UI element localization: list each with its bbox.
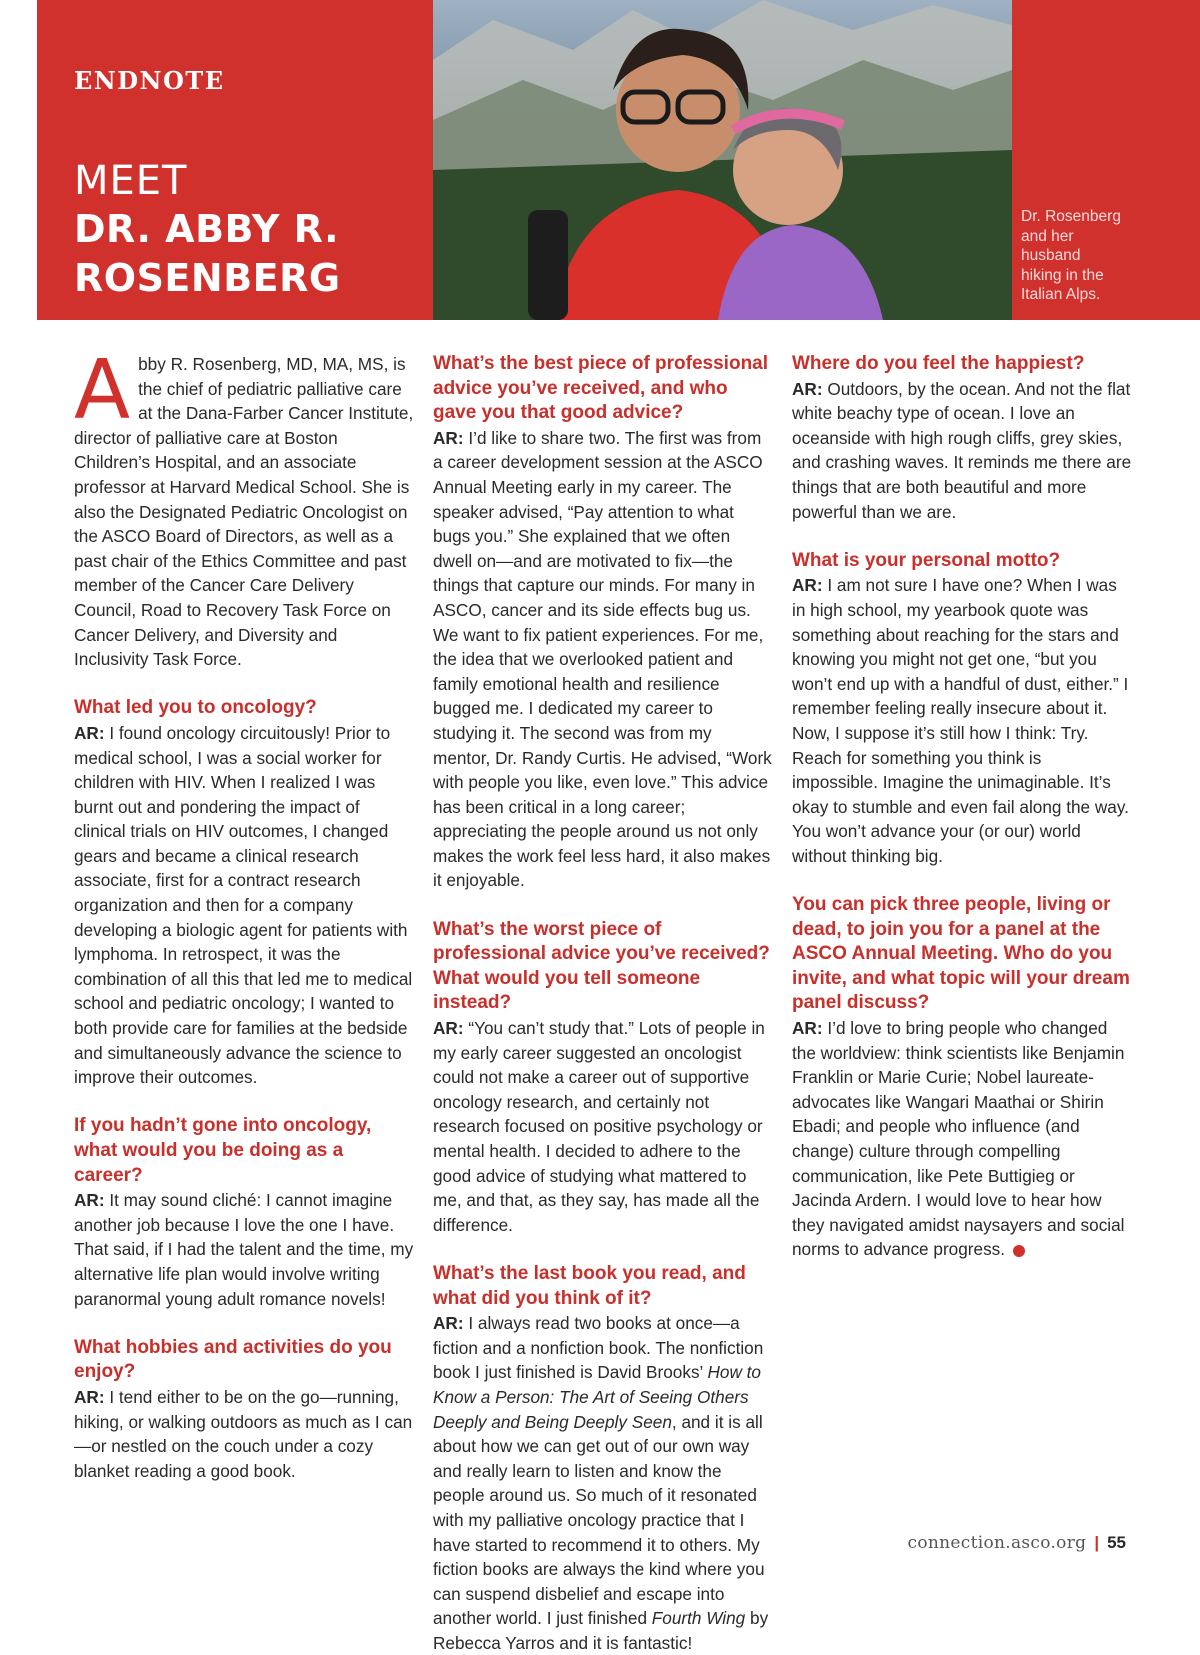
answer-text: “You can’t study that.” Lots of people in my early career suggested an oncologist could not make a career out of supportive oncology research, and certainly not research focused on positive psychology or mental health. I decided to adhere to the good advice of studying what mattered to me, and that, as they say, has made all the difference. (433, 1018, 765, 1235)
answer-paragraph (792, 1016, 1132, 1262)
answer-text: by Rebecca Yarros and it is fantastic! (433, 1608, 769, 1653)
column-1 (74, 343, 414, 1483)
book-title-fiction: Fourth Wing (651, 1608, 746, 1629)
section-label: ENDNOTE (74, 66, 225, 95)
answer-text: Outdoors, by the ocean. And not the flat white beachy type of ocean. I love an oceanside with high rough cliffs, grey skies, and crashing waves. It reminds me there are things that are both beautiful and more powerful than we are. (792, 378, 1132, 522)
answer-label: AR: (792, 378, 823, 399)
answer-text: It may sound cliché: I cannot imagine another job because I love the one I have. That said, if I had the talent and the time, my alternative life plan would involve writing paranormal young adult romance novels! (74, 1190, 414, 1309)
footer-site-link[interactable]: connection.asco.org (907, 1533, 1087, 1553)
answer-text: I always read two books at once—a fiction and a nonfiction book. The nonfiction book I just finished is David Brooks’ (433, 1313, 764, 1383)
answer-paragraph (433, 426, 773, 893)
answer-paragraph (792, 573, 1132, 868)
title-meet: MEET (74, 158, 188, 204)
page-title: DR. ABBY R. ROSENBERG (74, 207, 341, 300)
question-heading: What’s the worst piece of professional advice you’ve received? What would you tell someone instead? (433, 918, 770, 1014)
column-2 (433, 352, 773, 1655)
answer-label: AR: (792, 1018, 823, 1039)
answer-label: AR: (74, 722, 105, 743)
answer-text: I am not sure I have one? When I was in high school, my yearbook quote was something about reaching for the stars and knowing you might not get one, “but you won’t end up with a handful of dust, either.” I remember feeling really insecure about it. Now, I suppose it’s still how I think: Try. Reach for something you think is impossible. Imagine the unimaginable. It’s okay to stumble and even fail along the way. You won’t advance your (or our) world without thinking big. (792, 575, 1129, 866)
intro-paragraph (74, 343, 414, 672)
answer-label: AR: (74, 1386, 105, 1407)
answer-label: AR: (792, 575, 823, 596)
question-heading: What is your personal motto? (792, 549, 1061, 571)
answer-paragraph (433, 1311, 773, 1655)
page-number: 55 (1107, 1533, 1126, 1552)
footer-separator: | (1094, 1533, 1100, 1552)
answer-text: I’d love to bring people who changed the worldview: think scientists like Benjamin Franklin or Marie Curie; Nobel laureate-advocates like Wangari Maathai or Shirin Ebadi; and people who influence (and change) culture through compelling communication, like Pete Buttigieg or Jacinda Ardern. I would love to hear how they navigated amidst naysayers and social norms to advance progress. (792, 1018, 1125, 1260)
answer-paragraph (433, 1016, 773, 1237)
question-heading: If you hadn’t gone into oncology, what would you be doing as a career? (74, 1115, 372, 1186)
hikers-photo (433, 0, 1012, 320)
answer-text: I’d like to share two. The first was from a career development session at the ASCO Annual Meeting early in my career. The speaker advised, “Pay attention to what bugs you.” She explained that we often dwell on—and are motivated to fix—the things that capture our minds. For many in ASCO, cancer and its side effects bug us. We want to fix patient experiences. For me, the idea that we overlooked patient and family emotional health and resilience bugged me. I dedicated my career to studying it. The second was from my mentor, Dr. Randy Curtis. He advised, “Work with people you like, even love.” This advice has been critical in a long career; appreciating the people around us not only makes the work feel less hard, it also makes it enjoyable. (433, 427, 772, 891)
answer-text: I tend either to be on the go—running, hiking, or walking outdoors as much as I can—or nestled on the couch under a cozy blanket reading a good book. (74, 1386, 413, 1481)
answer-label: AR: (433, 1313, 464, 1334)
answer-label: AR: (433, 427, 464, 448)
answer-paragraph (74, 1385, 414, 1483)
question-heading: Where do you feel the happiest? (792, 353, 1085, 374)
page-footer (908, 1533, 1126, 1553)
book-title-nonfiction: How to Know a Person: The Art of Seeing Others Deeply and Being Deeply Seen (433, 1362, 761, 1432)
answer-paragraph (792, 377, 1132, 525)
question-heading: You can pick three people, living or dead, to join you for a panel at the ASCO Annual Meeting. Who do you invite, and what topic will your dream panel discuss? (792, 894, 1130, 1014)
answer-paragraph (74, 1188, 414, 1311)
intro-text: bby R. Rosenberg, MD, MA, MS, is the chief of pediatric palliative care at the Dana-Farber Cancer Institute, director of palliative care at Boston Children’s Hospital, and an associate professor at Harvard Medical School. She is also the Designated Pediatric Oncologist on the ASCO Board of Directors, as well as a past chair of the Ethics Committee and past member of the Cancer Care Delivery Council, Road to Recovery Task Force on Cancer Delivery, and Diversity and Inclusivity Task Force. (74, 354, 414, 670)
answer-label: AR: (74, 1190, 105, 1211)
answer-text: I found oncology circuitously! Prior to medical school, I was a social worker for children with HIV. When I realized I was burnt out and pondering the impact of clinical trials on HIV outcomes, I changed gears and became a clinical research associate, first for a contract research organization and then for a company developing a biologic agent for patients with lymphoma. In retrospect, it was the combination of all this that led me to medical school and pediatric oncology; I wanted to both provide care for families at the bedside and simultaneously advance the science to improve their outcomes. (74, 722, 413, 1088)
answer-text: , and it is all about how we can get out of our own way and really learn to listen and know the people around us. So much of it resonated with my palliative oncology practice that I have started to recommend it to others. My fiction books are always the kind where you can suspend disbelief and escape into another world. I just finished (433, 1411, 765, 1629)
question-heading: What led you to oncology? (74, 697, 317, 719)
question-heading: What’s the last book you read, and what did you think of it? (433, 1262, 746, 1309)
question-heading: What’s the best piece of professional advice you’ve received, and who gave you that good advice? (433, 353, 769, 424)
answer-paragraph (74, 721, 414, 1090)
drop-cap: A (74, 343, 131, 438)
end-mark-icon (1013, 1245, 1025, 1257)
answer-label: AR: (433, 1018, 464, 1039)
photo-caption: Dr. Rosenberg and her husband hiking in the Italian Alps. (1021, 208, 1121, 303)
column-3 (792, 352, 1132, 1262)
question-heading: What hobbies and activities do you enjoy? (74, 1336, 392, 1383)
